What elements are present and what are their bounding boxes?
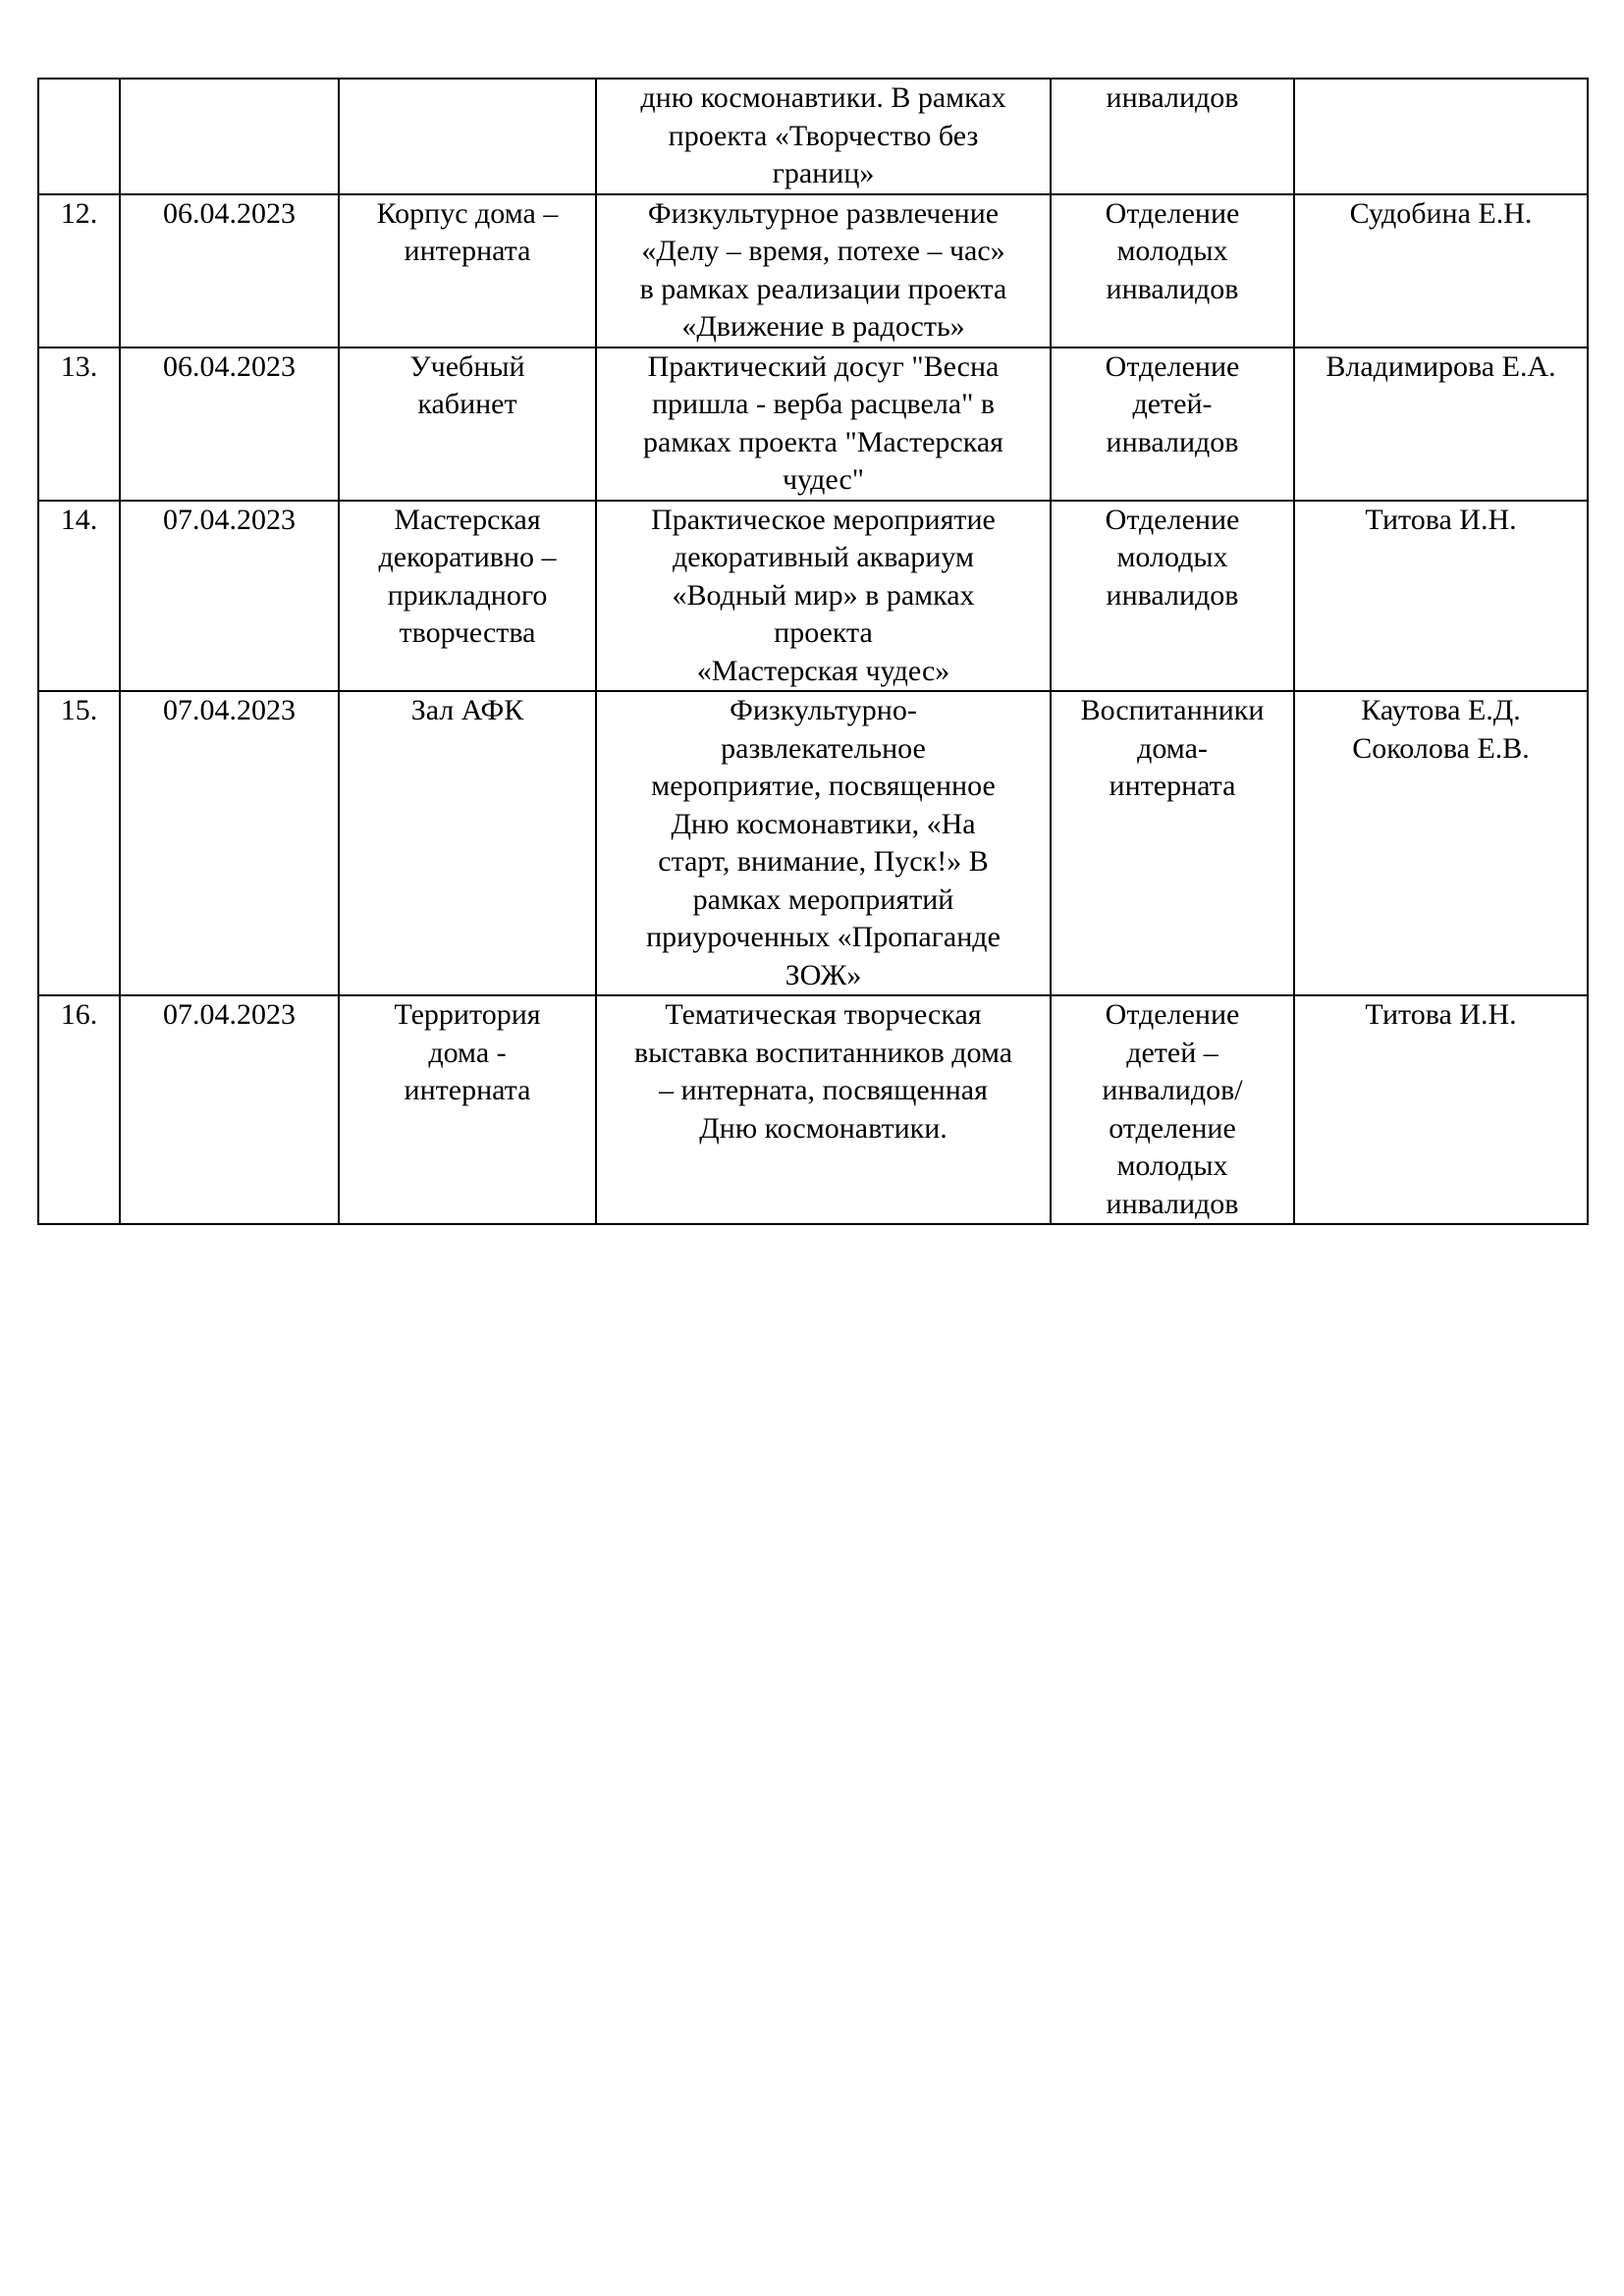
event-cell: дню космонавтики. В рамках проекта «Творчество без границ» (596, 79, 1051, 194)
responsible-cell: Титова И.Н. (1294, 501, 1588, 692)
table-row (38, 194, 1588, 347)
row-number-cell: 15. (38, 691, 120, 995)
event-cell: Практический досуг "Весна пришла - верба расцвела" в рамках проекта "Мастерская чудес" (596, 347, 1051, 501)
table-row (38, 995, 1588, 1224)
date-cell (120, 79, 339, 194)
table-row (38, 501, 1588, 692)
responsible-cell (1294, 79, 1588, 194)
event-cell: Тематическая творческая выставка воспитанников дома – интерната, посвященная Дню космонавтики. (596, 995, 1051, 1224)
row-number-cell: 14. (38, 501, 120, 692)
responsible-cell: Судобина Е.Н. (1294, 194, 1588, 347)
date-cell: 06.04.2023 (120, 347, 339, 501)
row-number-cell: 16. (38, 995, 120, 1224)
participants-cell: Отделение молодых инвалидов (1051, 194, 1294, 347)
date-cell: 07.04.2023 (120, 691, 339, 995)
table-row (38, 347, 1588, 501)
event-cell: Физкультурное развлечение «Делу – время, потехе – час» в рамках реализации проекта «Движение в радость» (596, 194, 1051, 347)
event-cell: Практическое мероприятие декоративный аквариум «Водный мир» в рамках проекта «Мастерская чудес» (596, 501, 1051, 692)
table-row (38, 79, 1588, 194)
place-cell: Территория дома - интерната (339, 995, 596, 1224)
participants-cell: Отделение детей – инвалидов/ отделение молодых инвалидов (1051, 995, 1294, 1224)
participants-cell: Воспитанники дома- интерната (1051, 691, 1294, 995)
row-number-cell: 12. (38, 194, 120, 347)
place-cell: Мастерская декоративно – прикладного творчества (339, 501, 596, 692)
row-number-cell (38, 79, 120, 194)
date-cell: 07.04.2023 (120, 501, 339, 692)
participants-cell: инвалидов (1051, 79, 1294, 194)
place-cell (339, 79, 596, 194)
responsible-cell: Владимирова Е.А. (1294, 347, 1588, 501)
place-cell: Корпус дома – интерната (339, 194, 596, 347)
row-number-cell: 13. (38, 347, 120, 501)
events-table (37, 78, 1589, 1225)
place-cell: Учебный кабинет (339, 347, 596, 501)
table-row (38, 691, 1588, 995)
participants-cell: Отделение детей- инвалидов (1051, 347, 1294, 501)
responsible-cell: Каутова Е.Д. Соколова Е.В. (1294, 691, 1588, 995)
date-cell: 06.04.2023 (120, 194, 339, 347)
responsible-cell: Титова И.Н. (1294, 995, 1588, 1224)
date-cell: 07.04.2023 (120, 995, 339, 1224)
place-cell: Зал АФК (339, 691, 596, 995)
event-cell: Физкультурно- развлекательное мероприятие, посвященное Дню космонавтики, «На старт, внимание, Пуск!» В рамках мероприятий приуроченных «Пропаганде ЗОЖ» (596, 691, 1051, 995)
participants-cell: Отделение молодых инвалидов (1051, 501, 1294, 692)
